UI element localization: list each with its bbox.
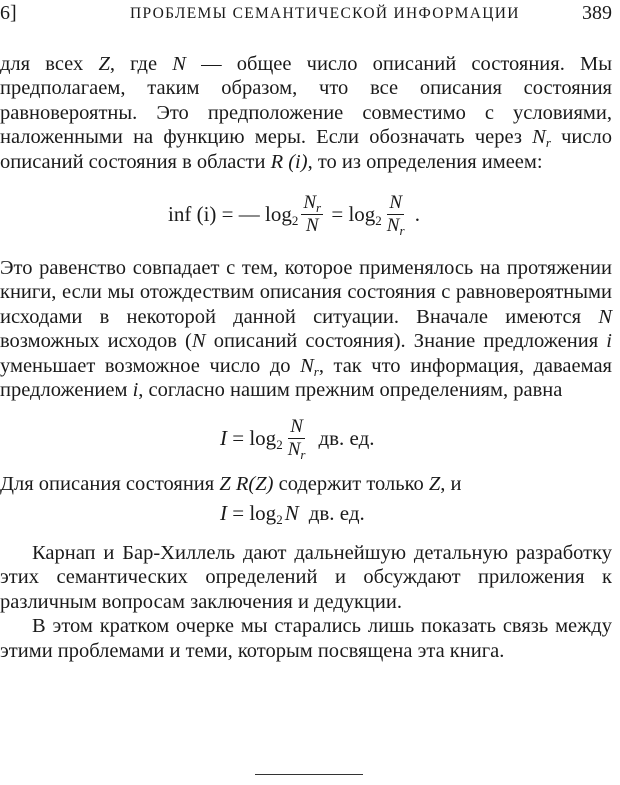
paragraph-3: Для описания состояния Z R(Z) содержит только Z, и	[0, 473, 462, 496]
eq-operator: =	[227, 500, 250, 525]
eq-fraction: $\frac{N_r}{N}$	[303, 191, 322, 236]
page-number: 389	[582, 2, 612, 24]
eq-fraction: $\frac{N}{N_r}$	[287, 415, 306, 462]
running-title: ПРОБЛЕМЫ СЕМАНТИЧЕСКОЙ ИНФОРМАЦИИ	[130, 5, 520, 22]
equation-log-n	[0, 499, 612, 527]
eq-operator: =	[227, 426, 250, 451]
paragraph-5: В этом кратком очерке мы старались лишь показать связь между этими проблемами и теми, которым посвящена эта книга.	[0, 615, 612, 662]
math-var: R	[270, 150, 284, 173]
math-arg: (i)	[288, 150, 308, 173]
paragraph-2: Это равенство совпадает с тем, которое применялось на протяжении книги, если мы отождествим описания состояния с равновероятными исходами в некоторой данной ситуации. Вначале имеются N возможных исходов (N описаний состояния). Знание предложения i уменьшает возможное число до $N_r$, так что информация, даваемая предложением i, согласно нашим прежним определениям, равна	[0, 257, 612, 402]
math-var: N	[191, 330, 206, 353]
math-var: Z	[428, 473, 441, 496]
eq-log: $\log_2$	[249, 500, 283, 527]
eq-unit: дв. ед.	[318, 426, 375, 451]
paragraph-4: Карнап и Бар-Хиллель дают дальнейшую детальную разработку этих семантических определений и обсуждают приложения к различным вопросам заключения и дедукции.	[0, 541, 612, 613]
eq-log: $\log_2$	[265, 201, 299, 228]
math-subscript: r	[545, 135, 551, 151]
eq-operator: =	[326, 201, 349, 226]
math-var: i	[132, 379, 139, 402]
math-arg: (Z)	[248, 473, 274, 496]
eq-lhs: inf (i)	[168, 201, 217, 226]
eq-log: $\log_2$	[249, 426, 283, 453]
math-var: N	[300, 354, 314, 377]
math-var: i	[606, 330, 612, 353]
equation-bits	[0, 416, 612, 460]
equation-information	[0, 192, 612, 236]
eq-argument: N	[284, 500, 299, 525]
math-var: N	[532, 126, 546, 149]
eq-lhs: I	[220, 500, 227, 525]
eq-lhs: I	[220, 426, 227, 451]
math-var: R	[235, 473, 249, 496]
end-rule	[255, 774, 363, 775]
math-var: Z	[98, 53, 110, 75]
eq-unit: дв. ед.	[308, 500, 365, 525]
paragraph-1: для всех Z, где N — общее число описаний состояния. Мы предполагаем, таким образом, что все описания состояния равновероятны. Это предположение совместимо с условиями, наложенными на функцию меры. Если обозначать через $N_r$ число описаний состояния в области R (i), то из определения имеем:	[0, 53, 613, 173]
eq-log: $\log_2$	[348, 201, 382, 228]
math-var: N	[598, 305, 612, 328]
eq-operator: = —	[216, 201, 265, 226]
eq-fraction: $\frac{N}{N_r}$	[386, 191, 405, 238]
page-body	[0, 52, 612, 663]
math-var: N	[172, 53, 186, 75]
section-number: 6]	[0, 2, 17, 24]
math-subscript: r	[313, 363, 319, 379]
eq-period: .	[409, 201, 421, 226]
math-var: Z	[219, 473, 231, 496]
running-header	[0, 2, 612, 28]
